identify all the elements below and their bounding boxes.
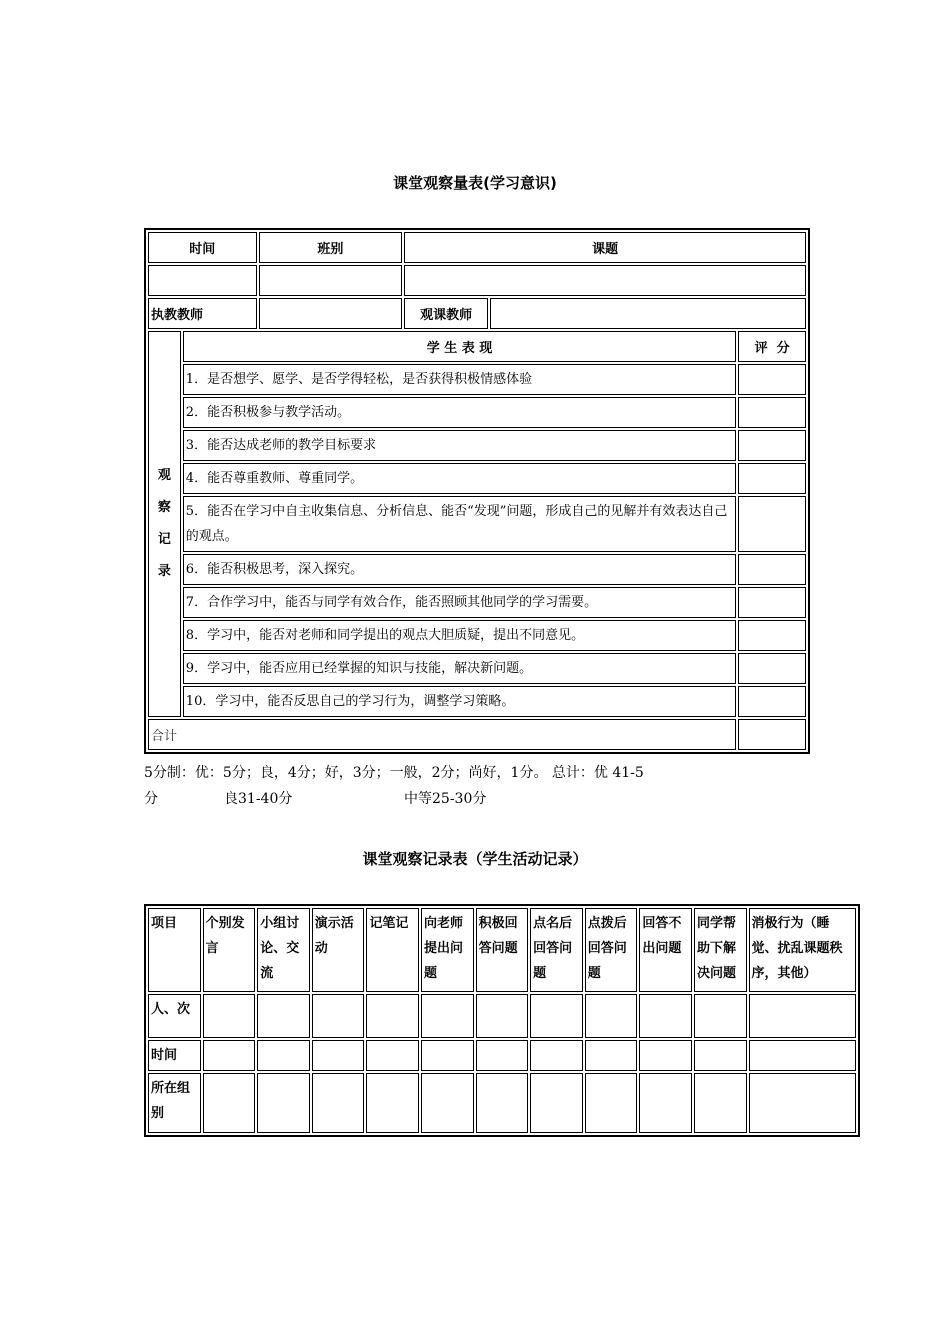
column-header: 点拨后回答问题 [585, 908, 638, 992]
column-header: 消极行为（睡觉、扰乱课题秩序，其他） [749, 908, 856, 992]
criterion-item: 1．是否想学、愿学、是否学得轻松，是否获得积极情感体验 [183, 364, 736, 395]
criterion-item: 3．能否达成老师的教学目标要求 [183, 430, 736, 461]
table2-title: 课堂观察记录表（学生活动记录） [362, 850, 588, 868]
record-cell[interactable] [639, 1040, 692, 1071]
row-label: 时间 [148, 1040, 201, 1071]
criterion-item: 9．学习中，能否应用已经掌握的知识与技能，解决新问题。 [183, 653, 736, 684]
teacher-value-cell[interactable] [259, 298, 403, 329]
side-char: 观 [157, 468, 171, 483]
score-cell[interactable] [738, 364, 806, 395]
score-cell[interactable] [738, 397, 806, 428]
record-cell[interactable] [203, 1073, 256, 1133]
column-header: 演示活动 [312, 908, 365, 992]
side-char: 察 [157, 500, 171, 515]
record-cell[interactable] [312, 994, 365, 1038]
score-cell[interactable] [738, 554, 806, 585]
column-header: 小组讨论、交流 [257, 908, 310, 992]
observer-label: 观课教师 [404, 298, 488, 329]
record-cell[interactable] [639, 1073, 692, 1133]
total-score-cell[interactable] [738, 719, 806, 750]
score-cell[interactable] [738, 430, 806, 461]
scoring-note-line1: 5分制：优：5分；良，4分；好，3分；一般，2分；尚好，1分。 总计：优 41-5 [144, 765, 644, 781]
column-header: 记笔记 [366, 908, 419, 992]
record-cell[interactable] [312, 1073, 365, 1133]
row-label: 所在组别 [148, 1073, 201, 1133]
criterion-item: 8．学习中，能否对老师和同学提出的观点大胆质疑，提出不同意见。 [183, 620, 736, 651]
performance-header: 学 生 表 现 [183, 331, 736, 362]
activity-record-table [144, 904, 860, 1137]
record-cell[interactable] [530, 1073, 583, 1133]
class-value-cell[interactable] [259, 265, 403, 296]
record-cell[interactable] [366, 994, 419, 1038]
record-cell[interactable] [749, 1040, 856, 1071]
score-cell[interactable] [738, 686, 806, 717]
scoring-note-line2 [144, 786, 784, 812]
record-cell[interactable] [476, 1040, 529, 1071]
table1-title: 课堂观察量表(学习意识) [393, 174, 557, 192]
observation-record-label [148, 331, 181, 717]
score-cell[interactable] [738, 587, 806, 618]
teacher-label: 执教教师 [148, 298, 257, 329]
header-class: 班别 [259, 232, 403, 263]
column-header: 积极回答问题 [476, 908, 529, 992]
record-cell[interactable] [257, 994, 310, 1038]
scoring-note-part: 中等25-30分 [404, 791, 487, 807]
criterion-item: 2．能否积极参与教学活动。 [183, 397, 736, 428]
record-cell[interactable] [476, 994, 529, 1038]
record-cell[interactable] [421, 994, 474, 1038]
record-cell[interactable] [203, 1040, 256, 1071]
record-cell[interactable] [694, 1073, 747, 1133]
record-cell[interactable] [639, 994, 692, 1038]
observer-value-cell[interactable] [490, 298, 806, 329]
criterion-item: 7．合作学习中，能否与同学有效合作，能否照顾其他同学的学习需要。 [183, 587, 736, 618]
record-cell[interactable] [257, 1073, 310, 1133]
record-cell[interactable] [476, 1073, 529, 1133]
score-cell[interactable] [738, 620, 806, 651]
record-cell[interactable] [585, 994, 638, 1038]
side-char: 录 [157, 564, 171, 579]
record-cell[interactable] [530, 994, 583, 1038]
topic-value-cell[interactable] [404, 265, 806, 296]
column-header: 点名后回答问题 [530, 908, 583, 992]
criterion-item: 5．能否在学习中自主收集信息、分析信息、能否“发现”问题，形成自己的见解并有效表达自己的观点。 [183, 496, 736, 552]
record-cell[interactable] [312, 1040, 365, 1071]
column-header: 项目 [148, 908, 201, 992]
score-cell[interactable] [738, 653, 806, 684]
side-char: 记 [157, 532, 171, 547]
column-header: 回答不出问题 [639, 908, 692, 992]
scoring-note [144, 760, 784, 812]
record-cell[interactable] [749, 1073, 856, 1133]
column-header: 同学帮助下解决问题 [694, 908, 747, 992]
record-cell[interactable] [366, 1040, 419, 1071]
record-cell[interactable] [530, 1040, 583, 1071]
record-cell[interactable] [749, 994, 856, 1038]
time-value-cell[interactable] [148, 265, 257, 296]
total-label: 合计 [148, 719, 736, 750]
score-cell[interactable] [738, 496, 806, 552]
criterion-item: 4．能否尊重教师、尊重同学。 [183, 463, 736, 494]
record-cell[interactable] [203, 994, 256, 1038]
record-cell[interactable] [694, 994, 747, 1038]
criterion-item: 6．能否积极思考，深入探究。 [183, 554, 736, 585]
record-cell[interactable] [585, 1040, 638, 1071]
criterion-item: 10．学习中，能否反思自己的学习行为，调整学习策略。 [183, 686, 736, 717]
record-cell[interactable] [585, 1073, 638, 1133]
record-cell[interactable] [257, 1040, 310, 1071]
header-topic: 课题 [404, 232, 806, 263]
scoring-note-part: 分 [144, 791, 158, 807]
scoring-note-part: 良31-40分 [224, 791, 293, 807]
header-time: 时间 [148, 232, 257, 263]
column-header: 向老师提出问题 [421, 908, 474, 992]
score-header: 评 分 [738, 331, 806, 362]
record-cell[interactable] [366, 1073, 419, 1133]
record-cell[interactable] [421, 1073, 474, 1133]
score-cell[interactable] [738, 463, 806, 494]
record-cell[interactable] [694, 1040, 747, 1071]
column-header: 个别发言 [203, 908, 256, 992]
row-label: 人、次 [148, 994, 201, 1038]
observation-scale-table [144, 228, 810, 754]
record-cell[interactable] [421, 1040, 474, 1071]
